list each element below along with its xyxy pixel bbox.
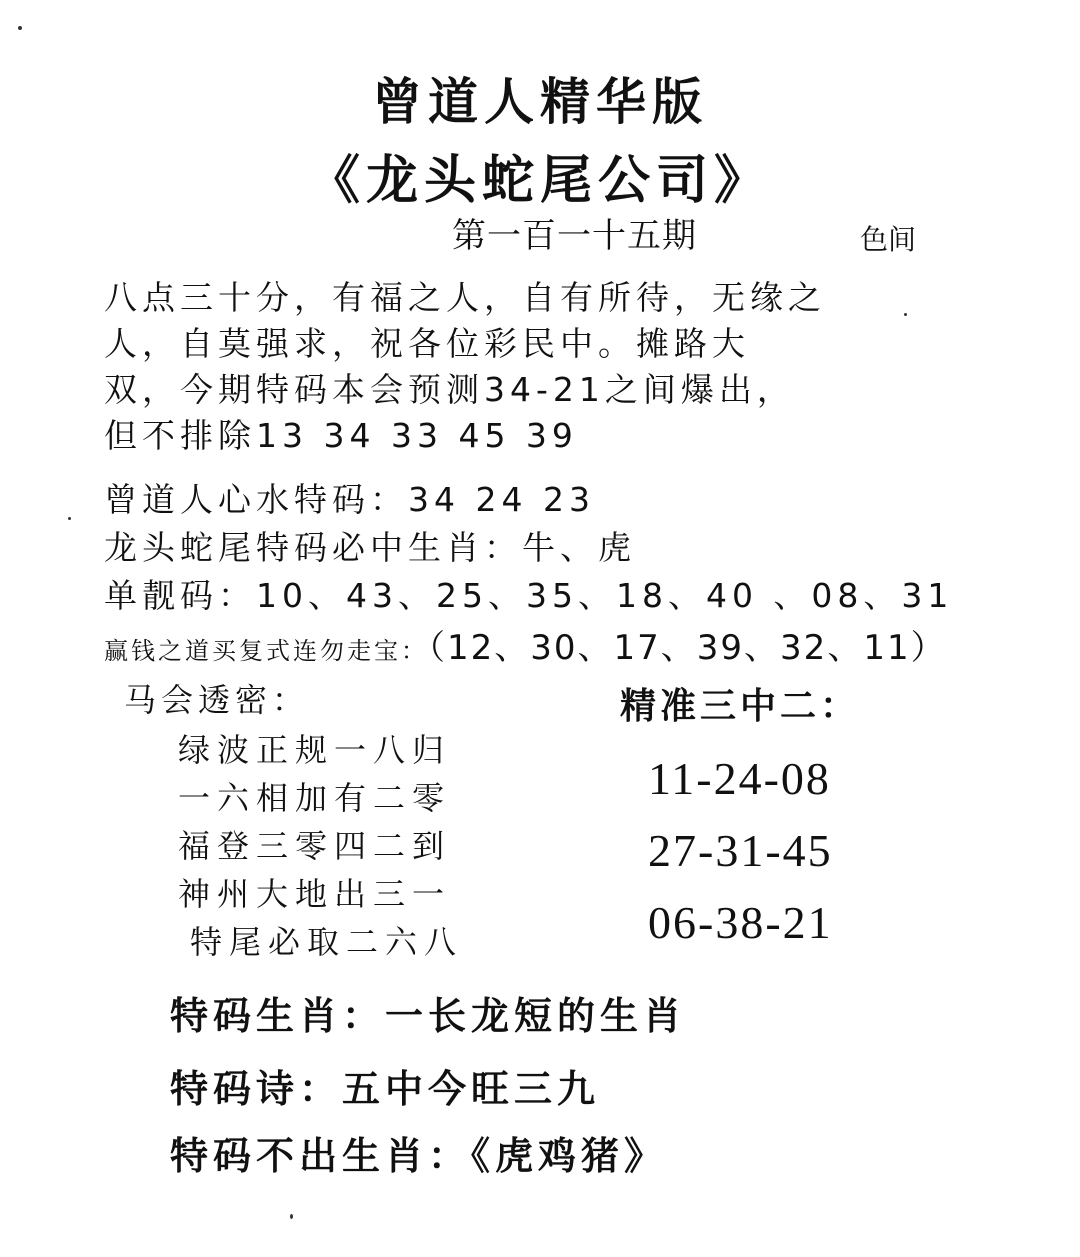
scan-speck: [68, 517, 71, 520]
corner-note: 色间: [860, 223, 917, 256]
special-exclude: 特码不出生肖：《虎鸡猪》: [170, 1134, 668, 1178]
scan-speck: [904, 313, 907, 316]
special-zodiac: 特码生肖：一长龙短的生肖: [170, 994, 687, 1038]
scan-speck: [290, 1214, 293, 1219]
company-title: 《龙头蛇尾公司》: [307, 150, 772, 211]
win-way-label: 赢钱之道买复式连勿走宝：: [104, 637, 428, 665]
win-way-value: （12、30、17、39、32、11）: [428, 628, 947, 668]
single-codes-label: 单靓码：: [104, 576, 256, 615]
leak-line-5: 特尾必取二六八: [190, 923, 464, 961]
single-codes-row: [104, 570, 953, 617]
special-poem: 特码诗：五中今旺三九: [170, 1067, 601, 1111]
zodiac-must-value: 牛、虎: [522, 528, 636, 567]
intro-line-2: 人，自莫强求，祝各位彩民中。摊路大: [104, 324, 750, 363]
heart-code-value: 34 24 23: [408, 480, 595, 519]
zodiac-must-label: 龙头蛇尾特码必中生肖：: [104, 528, 522, 567]
leak-title: 马会透密：: [124, 681, 310, 719]
leak-line-3: 福登三零四二到: [178, 827, 452, 865]
intro-line-3: 双，今期特码本会预测34-21之间爆出，: [104, 370, 795, 409]
heart-code-label: 曾道人心水特码：: [104, 480, 408, 519]
single-codes-value: 10、43、25、35、18、40 、08、31: [256, 576, 954, 615]
leak-line-2: 一六相加有二零: [178, 779, 452, 817]
precise-title: 精准三中二：: [620, 686, 861, 727]
win-way-row: [104, 620, 947, 669]
intro-line-4: 但不排除13 34 33 45 39: [104, 416, 578, 455]
heart-code-row: [104, 474, 595, 521]
precise-combo-3: 06-38-21: [648, 897, 833, 948]
precise-combo-1: 11-24-08: [648, 753, 831, 804]
leak-line-1: 绿波正规一八归: [178, 731, 452, 769]
page-title: 曾道人精华版: [372, 73, 708, 131]
zodiac-must-row: [104, 522, 636, 569]
scan-speck: [18, 26, 22, 30]
intro-line-1: 八点三十分，有福之人，自有所待，无缘之: [104, 278, 826, 317]
issue-number: 第一百一十五期: [452, 216, 697, 256]
precise-combo-2: 27-31-45: [648, 825, 833, 876]
leak-line-4: 神州大地出三一: [178, 875, 452, 913]
